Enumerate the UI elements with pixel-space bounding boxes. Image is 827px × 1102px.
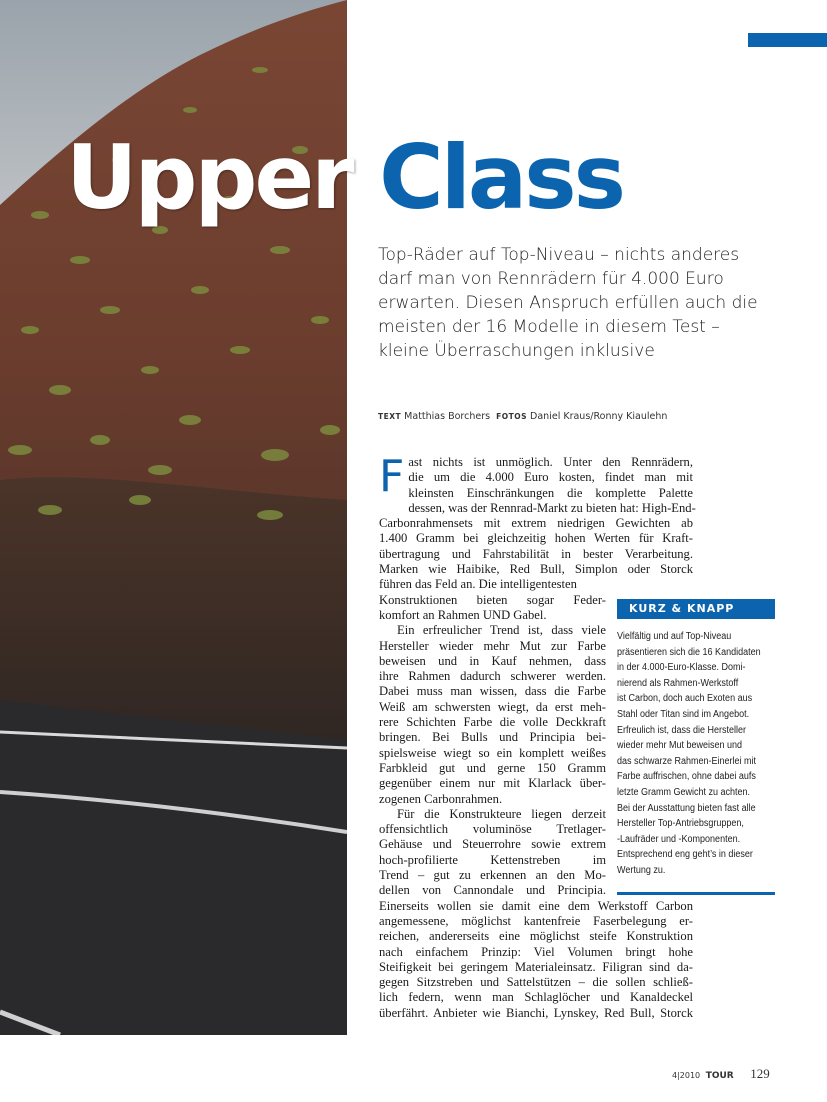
summary-line: Wertung zu.	[617, 864, 666, 876]
summary-line: wieder mehr Mut beweisen und	[617, 740, 743, 752]
summary-box	[617, 599, 775, 879]
body-line: Ein erfreulicher Trend ist, dass viele	[397, 623, 606, 638]
body-line: hoch-profilierte Kettenstreben im	[379, 852, 606, 867]
body-line: führen das Feld an. Die intelligentesten	[379, 577, 577, 592]
body-line: ast nichts ist unmöglich. Unter den Rennrädern,	[408, 455, 693, 469]
body-line: nach einfachem Prinzip: Viel Volumen bringt hohe	[379, 944, 693, 959]
body-line: 1.400 Gramm bei gleichzeitig hohen Werten für Kraft-	[379, 531, 693, 546]
body-line: bringen. Bei Bulls und Principia bei-	[379, 730, 606, 745]
intro-line: Top-Räder auf Top-Niveau – nichts anderes	[378, 245, 740, 265]
summary-line: präsentieren sich die 16 Kandidaten	[617, 646, 761, 658]
body-line: Einerseits wollen sie damit eine dem Werkstoff Carbon	[379, 898, 693, 913]
body-line: übertragung und Fahrstabilität in bester Verarbeitung.	[379, 546, 693, 561]
summary-line: Vielfältig und auf Top-Niveau	[617, 631, 732, 642]
intro-line: meisten der 16 Modelle in diesem Test –	[378, 317, 720, 337]
text-label: TEXT	[378, 412, 402, 421]
summary-line: Hersteller Top-Antriebsgruppen,	[617, 818, 744, 830]
summary-box-text	[617, 629, 775, 879]
summary-line: -Laufräder und -Komponenten.	[617, 833, 741, 845]
body-line: Marken wie Haibike, Red Bull, Simplon oder Storck	[379, 562, 693, 577]
summary-box-rule	[617, 892, 775, 895]
body-line: angemessene, möglichst kantenfreie Faserbelegung er-	[379, 913, 693, 928]
body-line: zogenen Carbonrahmen.	[379, 791, 503, 806]
body-line: reichen, andererseits eine möglichst steife Konstruktion	[379, 929, 693, 944]
summary-line: letzte Gramm Gewicht zu achten.	[617, 786, 751, 798]
page-footer	[672, 1066, 770, 1082]
body-line: rere Schichten Farbe die volle Deckkraft	[379, 715, 606, 730]
body-line: Hersteller wieder mehr Mut zur Farbe	[379, 638, 606, 653]
summary-line: Bei der Ausstattung bieten fast alle	[617, 802, 756, 814]
body-line: dessen, was der Rennrad-Markt zu bieten hat: High-End-	[408, 500, 696, 515]
issue-number: 4|2010	[672, 1071, 701, 1080]
body-line: Weiß am schwersten wiegt, da erst meh-	[379, 699, 606, 714]
summary-line: ist Carbon, doch auch Exoten aus	[617, 693, 753, 705]
summary-box-title: KURZ & KNAPP	[617, 599, 775, 619]
corner-accent-bar	[748, 33, 827, 47]
body-line: kleinsten Einschränkungen die komplette Palette	[408, 485, 693, 500]
body-line: Trend – gut zu erkennen an den Mo-	[379, 868, 606, 883]
body-line: Farbkleid gut und gerne 150 Gramm	[379, 760, 606, 775]
headline	[66, 126, 624, 229]
summary-line: in der 4.000-Euro-Klasse. Domi-	[617, 662, 746, 674]
body-line: Carbonrahmensets mit extrem niedrigen Gewichten ab	[379, 516, 693, 531]
author: Matthias Borchers	[404, 411, 491, 422]
body-line: gegenüber einem nur mit Klarlack über-	[379, 776, 606, 791]
body-line: gegen Sitzstreben und Sattelstützen – die sollen schließ-	[379, 975, 693, 990]
byline	[378, 411, 667, 422]
intro-line: erwarten. Diesen Anspruch erfüllen auch die	[378, 293, 758, 313]
intro-paragraph	[378, 243, 798, 363]
body-line: Für die Konstrukteure liegen derzeit	[397, 806, 606, 821]
summary-line: Entsprechend eng geht’s in dieser	[617, 849, 753, 861]
body-line: lich federn, wenn man Schlaglöcher und Kanaldeckel	[379, 990, 693, 1005]
body-line: offensichtlich voluminöse Tretlager-	[379, 822, 606, 837]
summary-line: nierend als Rahmen-Werkstoff	[617, 677, 739, 689]
summary-line: Farbe auffrischen, ohne dabei aufs	[617, 771, 756, 783]
headline-word-upper: Upper	[66, 126, 352, 229]
magazine-name: TOUR	[705, 1071, 734, 1081]
body-line: dellen von Cannondale und Principia.	[379, 883, 606, 898]
body-line: Steifigkeit bei geringem Materialeinsatz. Filigran sind da-	[379, 959, 693, 974]
intro-line: darf man von Rennrädern für 4.000 Euro	[378, 269, 724, 289]
body-line: komfort an Rahmen UND Gabel.	[379, 607, 547, 622]
summary-line: das schwarze Rahmen-Einerlei mit	[617, 755, 757, 767]
body-line: Gehäuse und Steuerrohre sowie extrem	[379, 837, 606, 852]
body-line: Konstruktionen bieten sogar Feder-	[379, 592, 606, 607]
body-line: überfährt. Anbieter wie Bianchi, Lynskey, Red Bull, Storck	[379, 1005, 693, 1020]
photo-label: FOTOS	[496, 412, 528, 421]
photographers: Daniel Kraus/Ronny Kiaulehn	[530, 411, 668, 422]
headline-word-class: Class	[379, 126, 624, 229]
body-line: die um die 4.000 Euro kosten, findet man mit	[408, 470, 693, 485]
drop-cap: F	[379, 451, 405, 502]
summary-line: Erfreulich ist, dass die Hersteller	[617, 724, 747, 736]
summary-line: Stahl oder Titan sind im Angebot.	[617, 708, 750, 720]
intro-line: kleine Überraschungen inklusive	[378, 341, 655, 361]
body-line: spielsweise wiegt so ein komplett weißes	[379, 745, 606, 760]
body-line: ihre Rahmen dadurch schwerer werden.	[379, 669, 606, 684]
page-number: 129	[750, 1066, 770, 1081]
body-line: beweisen und in Kauf nehmen, dass	[379, 653, 606, 668]
body-line: Dabei muss man wissen, dass die Farbe	[379, 684, 606, 699]
